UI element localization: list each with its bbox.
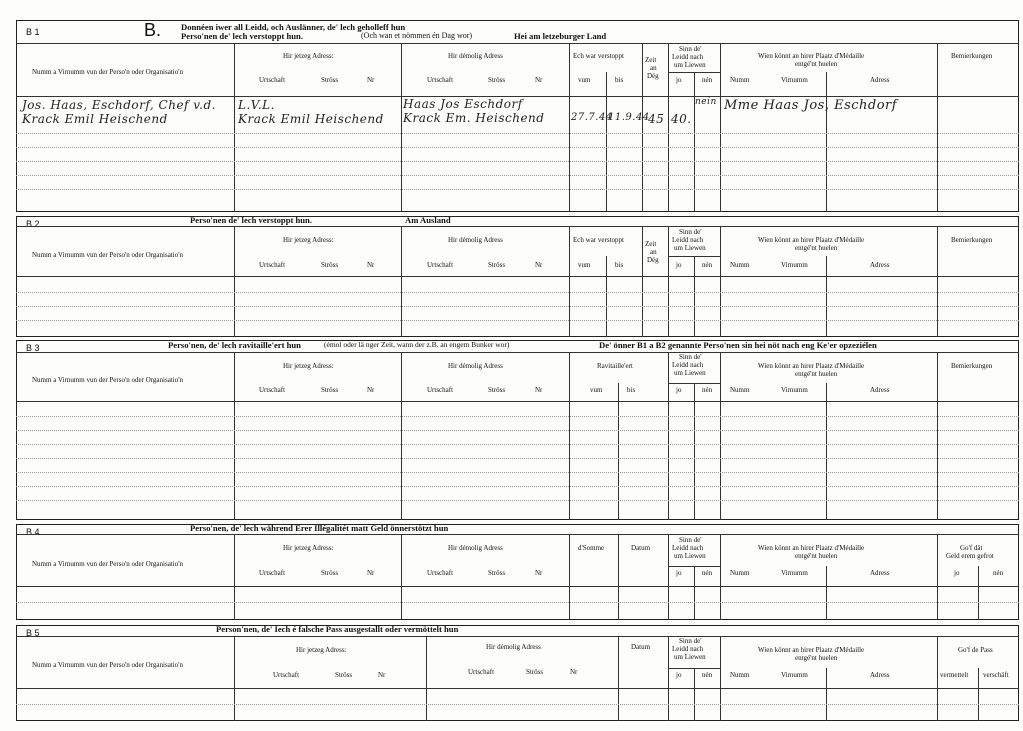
urtschaft-header: Urtschaft [259, 261, 286, 269]
stross-header: Ströss [321, 261, 339, 269]
sinn-header: Sinn de' [679, 228, 702, 236]
stross-header: Ströss [488, 569, 506, 577]
section-code: B 1 [26, 27, 40, 37]
virnumm-header: Virnumm [781, 569, 808, 577]
medal-header: Wien könnt an hirer Plaatz d'Médaille [758, 544, 865, 552]
medal-header: entgé'nt huelen [795, 552, 838, 560]
current-address-header: Hir jetzeg Adress: [283, 544, 334, 552]
handwritten-vum: 27.7.44 [571, 112, 613, 123]
nen-header: nén [702, 386, 713, 394]
stross-header: Ströss [321, 76, 339, 84]
stross-header: Ströss [526, 668, 544, 676]
hidden-period-header: Ech war verstoppt [573, 236, 624, 244]
urtschaft-header: Urtschaft [427, 386, 454, 394]
adress-header: Adress [870, 76, 890, 84]
sinn-header: um Liewen [674, 369, 706, 377]
nr-header: Nr [367, 386, 375, 394]
nr-header: Nr [535, 76, 543, 84]
section-code: B 5 [26, 628, 40, 638]
handwritten-zeit: 45 [648, 112, 665, 126]
jo-header: jo [676, 671, 682, 679]
nr-header: Nr [367, 569, 375, 577]
zeit-header: Dég [647, 256, 659, 264]
handwritten-nen: nein [695, 97, 717, 107]
section-title: Perso'nen, de' lech ravitaille'ert hun [168, 340, 301, 350]
handwritten-former: Krack Em. Heischend [403, 111, 545, 125]
section-code: B 2 [26, 219, 40, 229]
medal-header: entgé'nt huelen [795, 370, 838, 378]
jo-header: jo [676, 76, 682, 84]
zeit-header: Zeit [645, 56, 657, 64]
nr-header: Nr [535, 386, 543, 394]
zeit-header: Zeit [645, 240, 657, 248]
sinn-header: Sinn de' [679, 536, 702, 544]
verschaft-header: verschäft [983, 671, 1009, 679]
somme-header: d'Somme [578, 544, 605, 552]
section-big-letter: B. [144, 20, 162, 40]
virnumm-header: Virnumm [781, 261, 808, 269]
numm-header: Numm [730, 386, 750, 394]
former-address-header: Hir démolig Adress [448, 544, 503, 552]
bemierkungen-header: Bemierkungen [951, 362, 993, 370]
current-address-header: Hir jetzeg Adress: [283, 52, 334, 60]
nr-header: Nr [378, 671, 386, 679]
former-address-header: Hir démolig Adress [486, 643, 541, 651]
sinn-header: um Liewen [674, 653, 706, 661]
section-note: De' önner B1 a B2 genannte Perso'nen sin hei nöt nach eng Ke'er opzeziélen [599, 340, 877, 350]
virnumm-header: Virnumm [781, 671, 808, 679]
jo-header: jo [676, 386, 682, 394]
datum-header: Datum [631, 544, 651, 552]
urtschaft-header: Urtschaft [259, 386, 286, 394]
adress-header: Adress [870, 569, 890, 577]
numm-header: Numm [730, 671, 750, 679]
section-title-note: (émol oder lä nger Zeit, wann der z.B. an engem Bunker wor) [324, 340, 510, 349]
section-title: Person'nen, de' Iech é falsche Pass ausgestallt oder vermöttelt hun [216, 624, 459, 634]
virnumm-header: Virnumm [781, 76, 808, 84]
section-title: Donnéen iwer all Leidd, och Auslänner, de' lech geholleff hun [181, 22, 406, 32]
hidden-period-header: Ech war verstoppt [573, 52, 624, 60]
stross-header: Ströss [488, 76, 506, 84]
handwritten-medal: Mme Haas Jos, Eschdorf [724, 98, 898, 113]
ravitaillement-header: Ravitaille'ert [597, 362, 633, 370]
section-title: Perso'nen, de' lech während Erer Illégalitét matt Geld önnerstötzt hun [190, 523, 449, 533]
current-address-header: Hir jetzeg Adress: [296, 646, 347, 654]
nen-header: nén [702, 671, 713, 679]
numm-header: Numm [730, 569, 750, 577]
former-address-header: Hir démolig Adress [448, 362, 503, 370]
sinn-header: Sinn de' [679, 353, 702, 361]
sinn-header: Leidd nach [672, 361, 704, 369]
urtschaft-header: Urtschaft [468, 668, 495, 676]
handwritten-bis: 11.9.44 [608, 112, 650, 123]
medal-header: Wien könnt an hirer Plaatz d'Médaille [758, 236, 865, 244]
adress-header: Adress [870, 261, 890, 269]
medal-header: Wien könnt an hirer Plaatz d'Médaille [758, 52, 865, 60]
vum-header: vum [578, 261, 591, 269]
jo-header: jo [676, 569, 682, 577]
vum-header: vum [590, 386, 603, 394]
name-column-header: Numm a Virnumm vun der Perso'n oder Organisatio'n [32, 68, 183, 76]
sinn-header: Sinn de' [679, 45, 702, 53]
sinn-header: Sinn de' [679, 637, 702, 645]
sinn-header: um Liewen [674, 244, 706, 252]
sinn-header: Leidd nach [672, 53, 704, 61]
section-code: B 3 [26, 343, 40, 353]
stross-header: Ströss [321, 569, 339, 577]
nr-header: Nr [535, 261, 543, 269]
section-subtitle: Perso'nen de' lech verstoppt hun. [181, 31, 303, 41]
handwritten-current: L.V.L. [238, 98, 275, 112]
section-title: Perso'nen de' lech verstoppt hun. [190, 215, 312, 225]
nen-header: nén [702, 76, 713, 84]
medal-header: Wien könnt an hirer Plaatz d'Médaille [758, 362, 865, 370]
zeit-header: an [650, 248, 657, 256]
urtschaft-header: Urtschaft [273, 671, 300, 679]
nr-header: Nr [535, 569, 543, 577]
virnumm-header: Virnumm [781, 386, 808, 394]
urtschaft-header: Urtschaft [427, 261, 454, 269]
handwritten-former: Haas Jos Eschdorf [403, 97, 523, 111]
vum-header: vum [578, 76, 591, 84]
sinn-header: Leidd nach [672, 236, 704, 244]
stross-header: Ströss [488, 386, 506, 394]
datum-header: Datum [631, 643, 651, 651]
sinn-header: um Liewen [674, 552, 706, 560]
sinn-header: Leidd nach [672, 544, 704, 552]
nr-header: Nr [367, 261, 375, 269]
urtschaft-header: Urtschaft [259, 569, 286, 577]
section-subtitle-note: (Och wan et nömmen én Dag wor) [361, 31, 473, 40]
money-returned-header: Geld erem gefrot [946, 552, 994, 560]
name-column-header: Numm a Virnumm vun der Perso'n oder Organisatio'n [32, 376, 183, 384]
adress-header: Adress [870, 386, 890, 394]
stross-header: Ströss [321, 386, 339, 394]
money-returned-header: Go'f dät [960, 544, 983, 552]
nen-header: nén [702, 261, 713, 269]
sinn-header: Leidd nach [672, 645, 704, 653]
jo-header: jo [676, 261, 682, 269]
section-b5 [16, 625, 1019, 721]
name-column-header: Numm a Virnumm vun der Perso'n oder Organisatio'n [32, 251, 183, 259]
former-address-header: Hir démolig Adress [448, 236, 503, 244]
handwritten-name: Krack Emil Heischend [22, 112, 168, 126]
handwritten-jo: 40. [671, 112, 692, 126]
adress-header: Adress [870, 671, 890, 679]
stross-header: Ströss [488, 261, 506, 269]
bis-header: bis [627, 386, 636, 394]
name-column-header: Numm a Virnumm vun der Perso'n oder Organisatio'n [32, 661, 183, 669]
nen-header: nén [702, 569, 713, 577]
sinn-header: um Liewen [674, 61, 706, 69]
handwritten-name: Jos. Haas, Eschdorf, Chef v.d. [22, 98, 216, 112]
bemierkungen-header: Bemierkungen [951, 236, 993, 244]
stross-header: Ströss [335, 671, 353, 679]
medal-header: Wien könnt an hirer Plaatz d'Médaille [758, 646, 865, 654]
section-location: Hei am letzeburger Land [514, 31, 607, 41]
nen-header: nén [993, 569, 1004, 577]
pass-header: Go'f de Pass [958, 646, 993, 654]
section-code: B 4 [26, 527, 40, 537]
medal-header: entgé'nt huelen [795, 244, 838, 252]
urtschaft-header: Urtschaft [427, 76, 454, 84]
numm-header: Numm [730, 261, 750, 269]
zeit-header: an [650, 64, 657, 72]
medal-header: entgé'nt huelen [795, 654, 838, 662]
nr-header: Nr [367, 76, 375, 84]
nr-header: Nr [570, 668, 578, 676]
name-column-header: Numm a Virnumm vun der Perso'n oder Organisatio'n [32, 560, 183, 568]
bemierkungen-header: Bemierkungen [951, 52, 993, 60]
bis-header: bis [615, 76, 624, 84]
medal-header: entgé'nt huelen [795, 60, 838, 68]
zeit-header: Dég [647, 72, 659, 80]
numm-header: Numm [730, 76, 750, 84]
section-location: Am Ausland [405, 215, 451, 225]
urtschaft-header: Urtschaft [427, 569, 454, 577]
current-address-header: Hir jetzeg Adress: [283, 236, 334, 244]
former-address-header: Hir démolig Adress [448, 52, 503, 60]
jo-header: jo [954, 569, 960, 577]
urtschaft-header: Urtschaft [259, 76, 286, 84]
current-address-header: Hir jetzeg Adress: [283, 362, 334, 370]
bis-header: bis [615, 261, 624, 269]
handwritten-current: Krack Emil Heischend [238, 112, 384, 126]
section-b4 [16, 524, 1019, 620]
vermettelt-header: vermettelt [940, 671, 969, 679]
